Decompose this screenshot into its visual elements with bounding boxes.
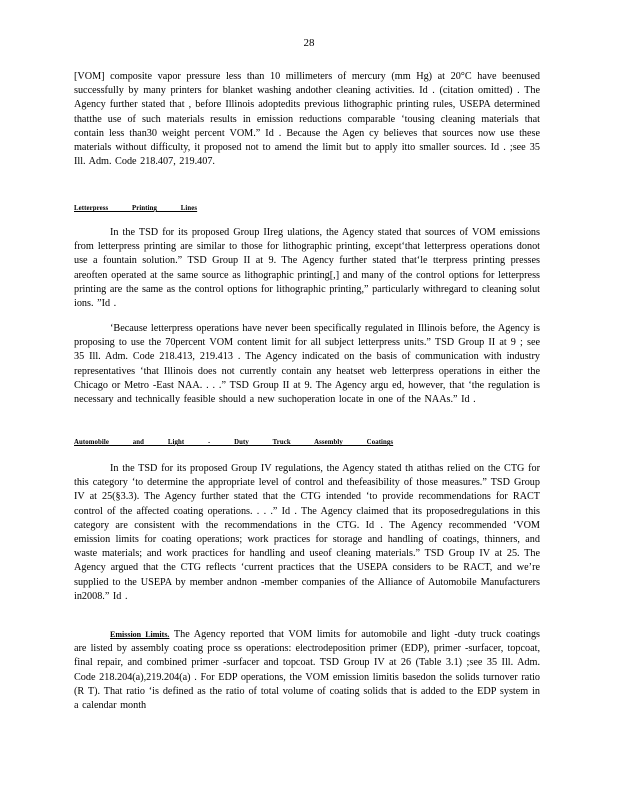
paragraph-letterpress-limit bbox=[74, 322, 540, 407]
page-number: 28 bbox=[303, 37, 315, 49]
paragraph-body: The Agency reported that VOM limits for automobile and light -duty truck coatings are listed by assembly coating proce ss operations: electrodeposition primer (EDP), primer -surfacer, topcoat, final repair, and combined primer -surfacer and topcoat. TSD Group IV at 26 (Table 3.1) ;see 35 Ill. Adm. Code 218.204(a),219.204(a) . For EDP operations, the VOM emission limitis basedon the solids turnover ratio (R T). That ratio ‘is defined as the ratio of total volume of coating solids that is added to the EDP system in a calendar month bbox=[74, 629, 540, 712]
paragraph-text: [VOM] composite vapor pressure less than 10 millimeters of mercury (mm Hg) at 20°C have beenused successfully by many printers for blanket washing andother cleaning activities. Id . (citation omitted) . The Agency further stated that , before Illinois adoptedits previous lithographic printing rules, USEPA determined thatthe use of such materials results in emission reductions comparable ‘tousing cleaning materials that contain less than30 weight percent VOM.” Id . Because the Agen cy believes that sources now use these materials without difficulty, it proposed not to amend the limit but to apply itto smaller sources. Id . ;see 35 Ill. Adm. Code 218.407, 219.407. bbox=[74, 71, 540, 168]
paragraph-emission-limits bbox=[74, 628, 540, 713]
section-heading-automobile: Automobile and Light - Duty Truck Assembly Coatings bbox=[74, 439, 394, 446]
paragraph-text: In the TSD for its proposed Group IV regulations, the Agency stated th atithas relied on the CTG for this category ‘to determine the appropriate level of control and thefeasibility of those measures.” TSD Group IV at 25(§3.3). The Agency further stated that the CTG intended ‘to provide recommendations for RACT control of the affected coating operations. . . .” Id . The Agency claimed that its proposedregulations in this category are consistent with the recommendations in the CTG. Id . The Agency recommended ‘VOM emission limits for coating operations; work practices for storage and handling of coatings, thinners, and waste materials; and work practices for handling and useof cleaning materials.” TSD Group IV at 25. The Agency argued that the CTG reflects ‘current practices that the USEPA considers to be RACT, and we’re supplied to the USEPA by member andnon -member companies of the Alliance of Automobile Manufacturers in2008.” Id . bbox=[74, 463, 540, 602]
paragraph-automobile-tsd bbox=[74, 462, 540, 604]
emission-limits-subheading: Emission Limits. bbox=[110, 630, 170, 639]
section-heading-letterpress: Letterpress Printing Lines bbox=[74, 205, 198, 212]
paragraph-text: In the TSD for its proposed Group IIreg ulations, the Agency stated that sources of VOM emissions from letterpress printing are similar to those for lithographic printing, except‘that letterpress operations donot use a fountain solution.” TSD Group II at 9. The Agency further stated that‘le tterpress printing presses areoften operated at the same source as lithographic printing[,] and many of the control options for letterpress printing are the same as the control options for lithographic printing,” particularly withregard to cleaning solut ions. ”Id . bbox=[74, 227, 540, 310]
paragraph-text: ‘Because letterpress operations have never been specifically regulated in Illinois before, the Agency is proposing to use the 70percent VOM content limit for all subject letterpress units.” TSD Group II at 9 ; see 35 Ill. Adm. Code 218.413, 219.413 . The Agency indicated on the basis of communication with industry representatives ‘that Illinois does not currently contain any heatset web letterpress operations in either the Chicago or Metro -East NAA. . . .” TSD Group II at 9. The Agency argu ed, however, that ‘the regulation is necessary and technically feasible should a new suchoperation locate in one of the NAAs.” Id . bbox=[74, 323, 540, 406]
paragraph-vom-cleaning bbox=[74, 70, 540, 169]
paragraph-letterpress-tsd bbox=[74, 226, 540, 311]
paragraph-text bbox=[74, 628, 540, 713]
